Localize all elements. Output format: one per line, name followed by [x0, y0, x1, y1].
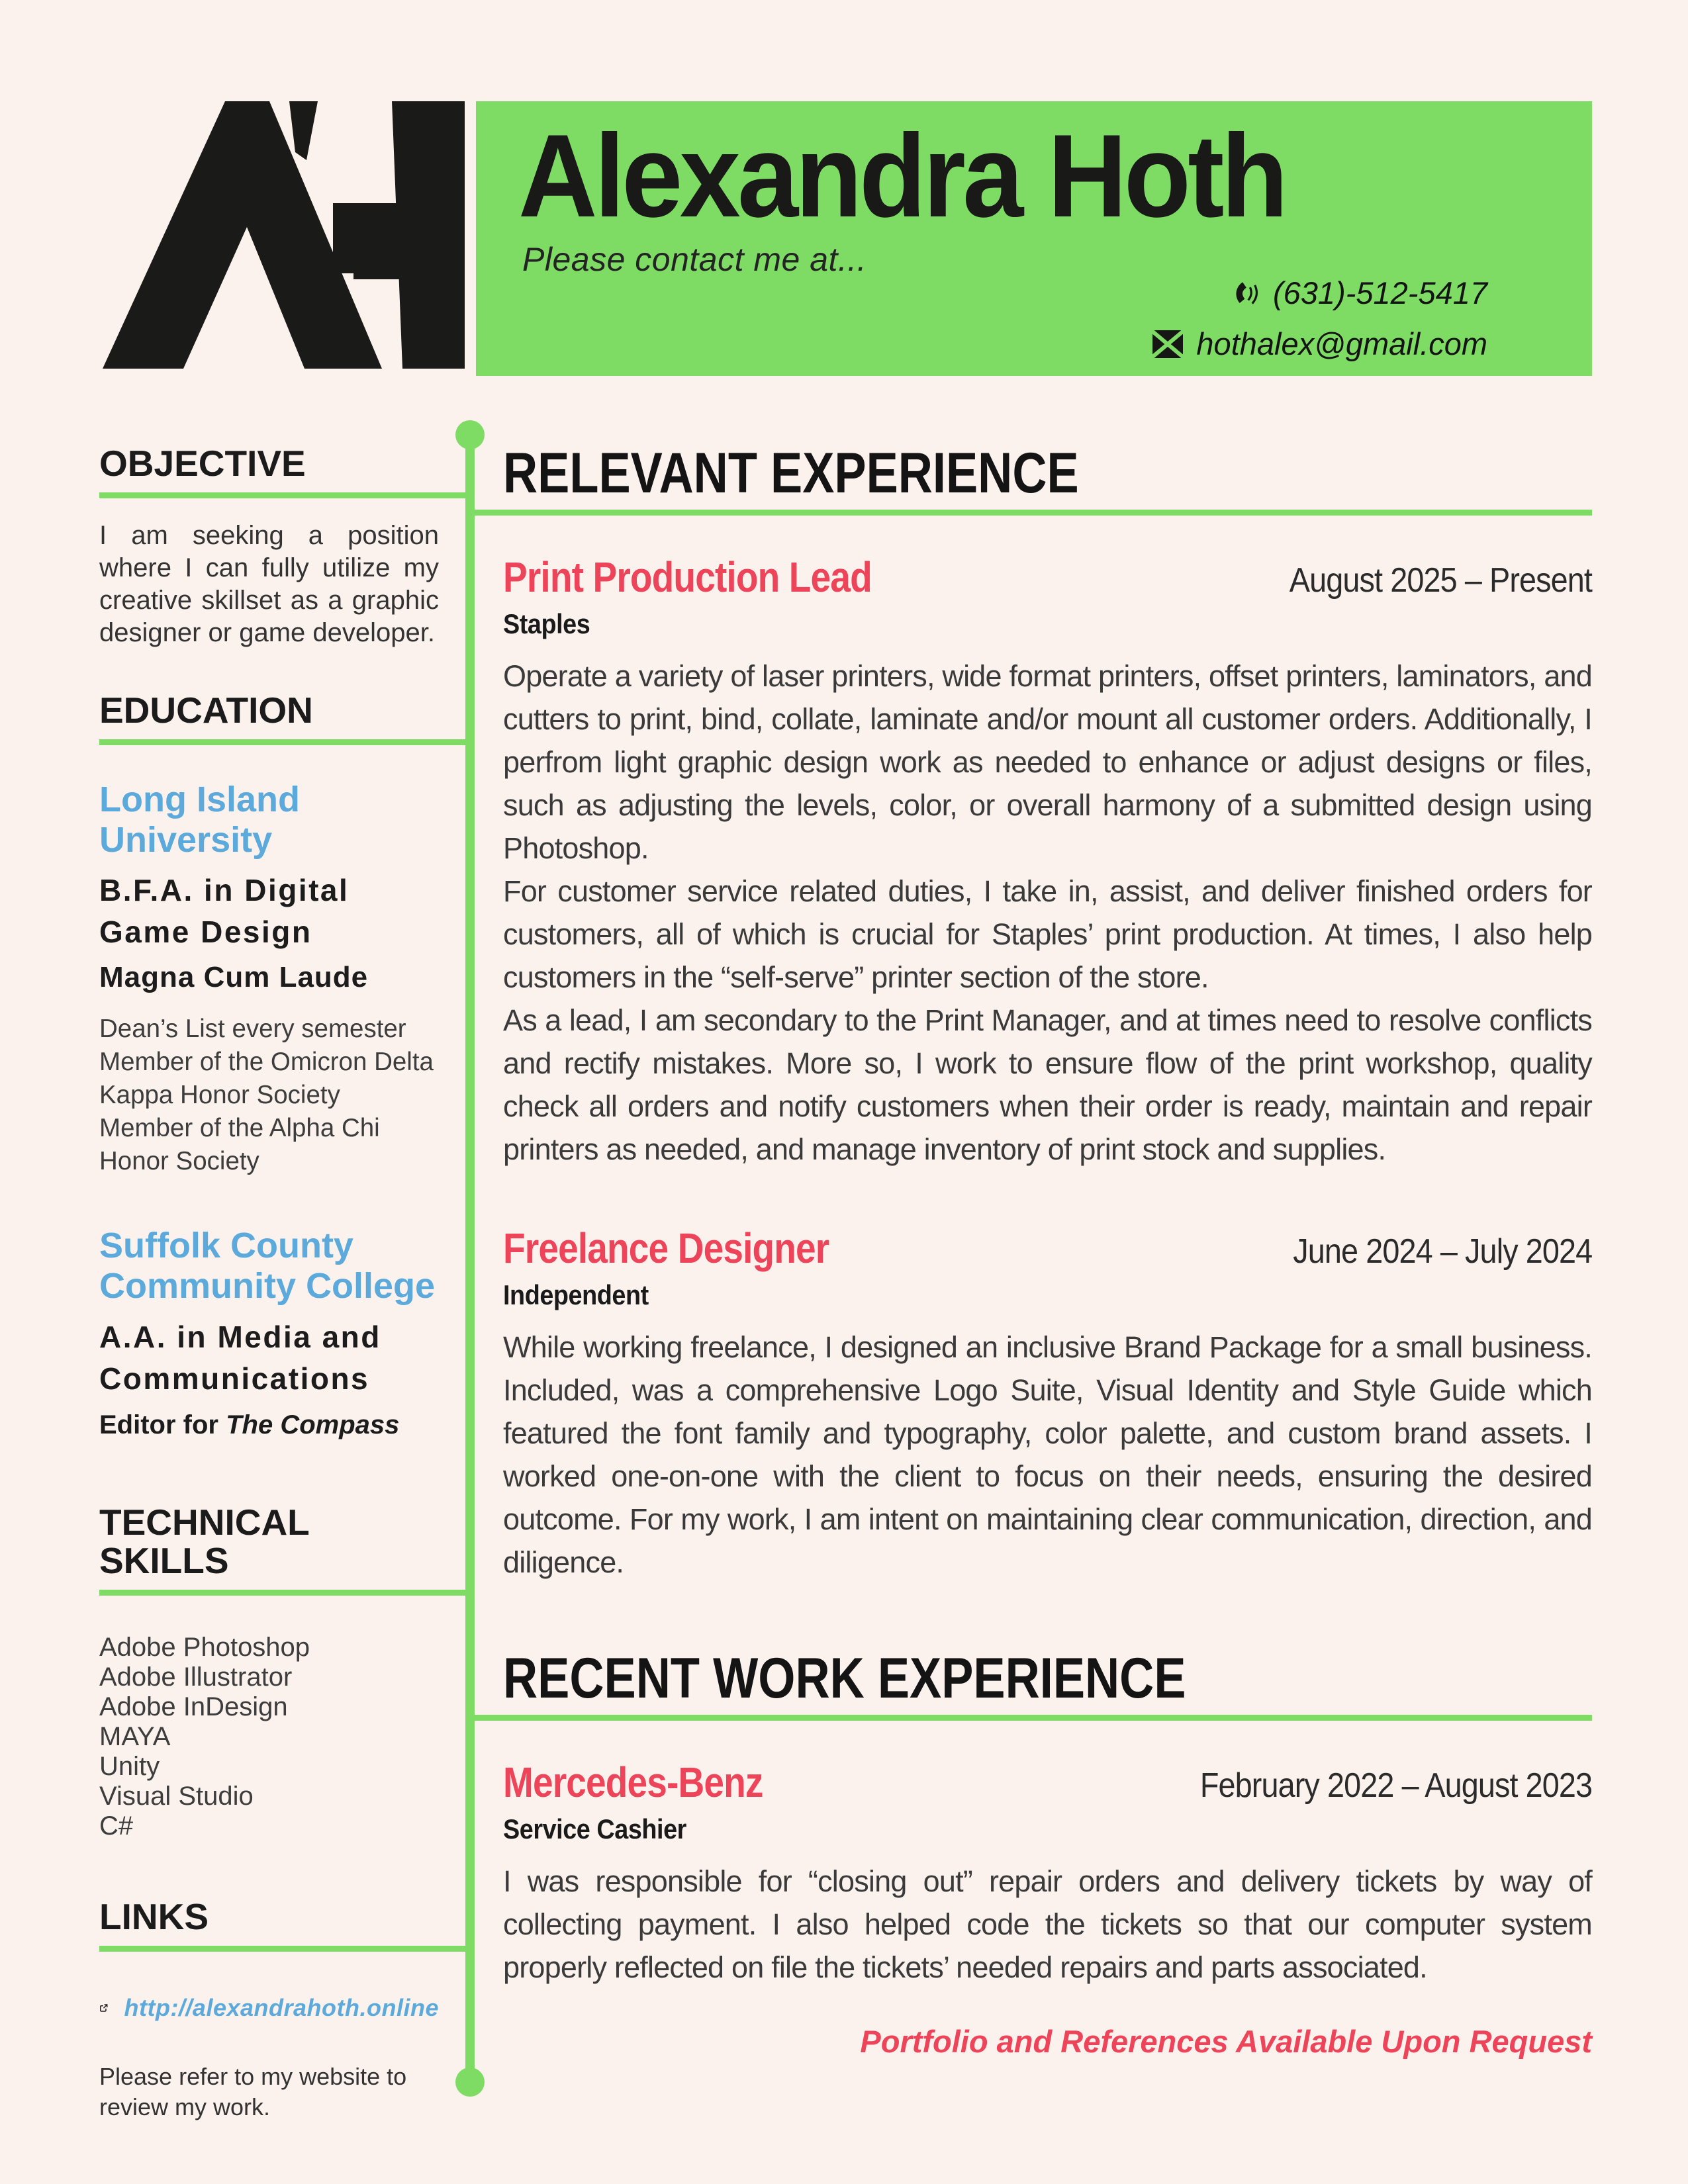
- skill-item: Unity: [99, 1751, 160, 1781]
- editor-role: [99, 1410, 439, 1440]
- technical-skills-heading: TECHNICAL SKILLS: [99, 1502, 309, 1582]
- job-title: Print Production Lead: [503, 553, 872, 601]
- email-row: [1152, 326, 1487, 362]
- recent-work-heading: RECENT WORK EXPERIENCE: [503, 1647, 1186, 1710]
- links-heading: LINKS: [99, 1895, 209, 1937]
- job-paragraph: I was responsible for “closing out” repair orders and delivery tickets by way of collecting payment. I also helped code the tickets so that our computer system properly reflected on file the tickets’ needed repairs and parts associated.: [503, 1864, 1592, 1984]
- skills-list: [99, 1633, 439, 1841]
- job-dates: June 2024 – July 2024: [1292, 1232, 1592, 1271]
- honors-item: Member of the Omicron Delta Kappa Honor Society: [99, 1048, 434, 1110]
- ah-monogram-logo: [99, 99, 470, 371]
- email-address[interactable]: hothalex@gmail.com: [1196, 326, 1487, 361]
- recent-work-section: [503, 1647, 1592, 1989]
- job-paragraph: While working freelance, I designed an inclusive Brand Package for a small business. Included, was a comprehensive Logo Suite, Visual Identity and Style Guide which featured the font family and typography, color palette, and custom brand assets. I worked one-on-one with the client to focus on their needs, ensuring the desired outcome. For my work, I am intent on maintaining clear communication, direction, and diligence.: [503, 1330, 1592, 1579]
- technical-skills-rule: [99, 1590, 475, 1596]
- relevant-experience-rule: [465, 510, 1592, 516]
- phone-number[interactable]: (631)-512-5417: [1273, 275, 1487, 310]
- degree: A.A. in Media and Communications: [99, 1319, 381, 1396]
- job-title: Mercedes-Benz: [503, 1758, 763, 1806]
- header-band: [476, 101, 1592, 376]
- honors-item: Dean’s List every semester: [99, 1015, 406, 1044]
- job-company: Service Cashier: [503, 1813, 686, 1844]
- honors-item: Member of the Alpha Chi Honor Society: [99, 1114, 380, 1176]
- job-entry: [503, 1758, 1592, 1989]
- editor-role-prefix: Editor for: [99, 1410, 226, 1440]
- phone-row: [1231, 275, 1487, 311]
- job-paragraph: As a lead, I am secondary to the Print Manager, and at times need to resolve conflicts and rectify mistakes. More so, I work to ensure flow of the print workshop, quality check all orders and notify customers when their order is ready, maintain and repair printers as needed, and manage inventory of print stock and supplies.: [503, 1003, 1592, 1166]
- website-link[interactable]: http://alexandrahoth.online: [124, 1993, 439, 2021]
- main-column: [503, 441, 1592, 2060]
- skill-item: C#: [99, 1811, 134, 1841]
- job-header: [503, 1224, 1592, 1273]
- job-header: [503, 553, 1592, 602]
- skill-item: Adobe InDesign: [99, 1692, 288, 1721]
- degree: B.F.A. in Digital Game Design: [99, 872, 350, 949]
- job-dates: August 2025 – Present: [1289, 561, 1592, 600]
- publication-name: The Compass: [226, 1410, 400, 1440]
- job-entry: [503, 1224, 1592, 1584]
- timeline-dot-bottom: [455, 2068, 485, 2097]
- skill-item: Visual Studio: [99, 1781, 254, 1811]
- job-company: Independent: [503, 1279, 649, 1310]
- job-paragraph: For customer service related duties, I take in, assist, and deliver finished orders for customers, all of which is crucial for Staples’ print production. At times, I also help customers in the “self-serve” printer section of the store.: [503, 874, 1592, 994]
- education-heading: EDUCATION: [99, 689, 313, 731]
- skill-item: Adobe Photoshop: [99, 1632, 310, 1662]
- objective-rule: [99, 492, 475, 498]
- page-title: Alexandra Hoth: [518, 110, 1286, 242]
- skill-item: MAYA: [99, 1721, 171, 1751]
- envelope-icon: [1152, 330, 1183, 358]
- objective-text: I am seeking a position where I can fully utilize my creative skillset as a graphic designer or game developer.: [99, 520, 439, 647]
- contact-block: [1152, 275, 1487, 362]
- job-title: Freelance Designer: [503, 1224, 829, 1272]
- skill-item: Adobe Illustrator: [99, 1662, 293, 1692]
- recent-work-rule: [465, 1715, 1592, 1721]
- honors-list: [99, 1013, 439, 1178]
- job-header: [503, 1758, 1592, 1807]
- website-note: Please refer to my website to review my work.: [99, 2062, 407, 2120]
- phone-icon: [1231, 279, 1260, 308]
- contact-tagline: Please contact me at...: [522, 241, 867, 278]
- timeline-dot-top: [455, 420, 485, 449]
- relevant-experience-heading: RELEVANT EXPERIENCE: [503, 441, 1079, 505]
- school-name: Long Island University: [99, 779, 300, 860]
- timeline-divider: [465, 435, 475, 2084]
- sidebar: [99, 445, 439, 2122]
- job-entry: [503, 553, 1592, 1171]
- distinction: Magna Cum Laude: [99, 961, 369, 994]
- education-rule: [99, 739, 475, 745]
- school-name: Suffolk County Community College: [99, 1226, 436, 1306]
- availability-note: Portfolio and References Available Upon Request: [860, 2024, 1592, 2059]
- external-link-icon: [99, 1993, 108, 2023]
- job-company: Staples: [503, 608, 590, 639]
- job-paragraph: Operate a variety of laser printers, wide format printers, offset printers, laminators, and cutters to print, bind, collate, laminate and/or mount all customer orders. Additionally, I perfrom light graphic design work as needed to enhance or adjust designs or files, such as adjusting the levels, color, or overall harmony of a submitted design using Photoshop.: [503, 659, 1592, 865]
- objective-heading: OBJECTIVE: [99, 443, 306, 484]
- job-dates: February 2022 – August 2023: [1199, 1766, 1592, 1805]
- website-link-row: [99, 1993, 439, 2023]
- links-rule: [99, 1946, 475, 1952]
